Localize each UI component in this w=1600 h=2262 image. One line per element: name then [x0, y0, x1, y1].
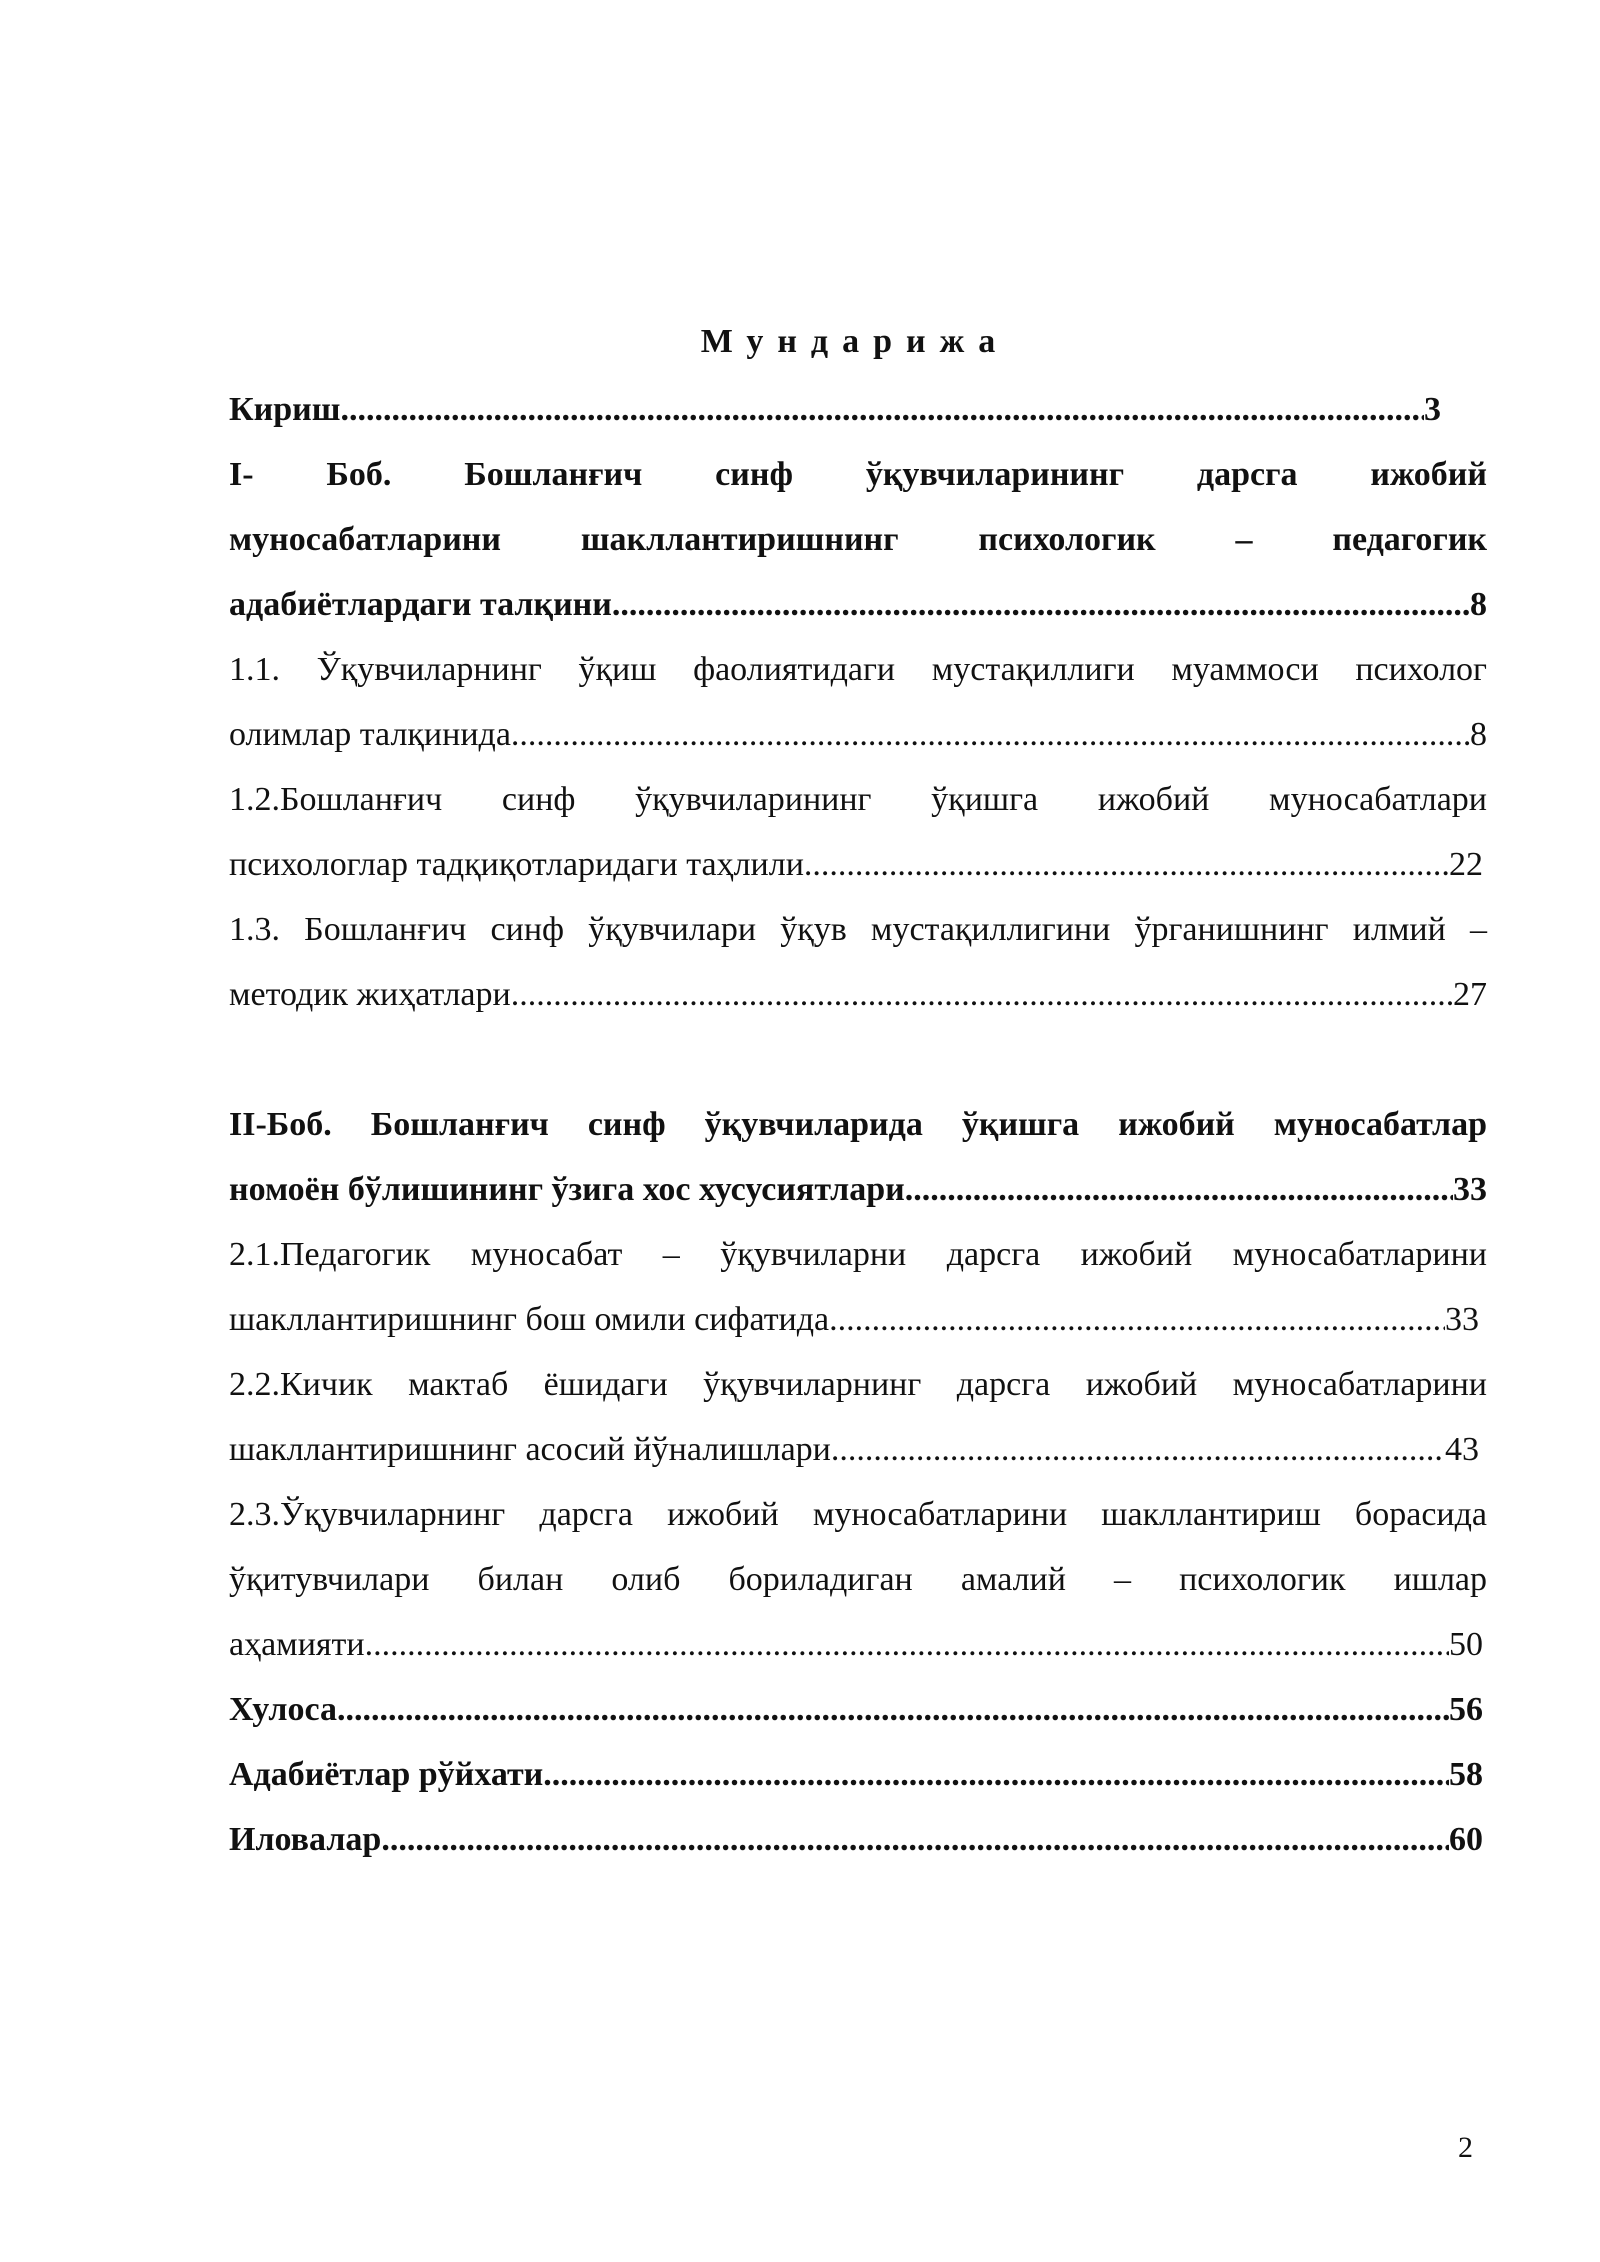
toc-section-1-1-line2[interactable]: [229, 702, 1487, 767]
toc-section-1-2-line1[interactable]: 1.2.Бошланғич синф ўқувчиларининг ўқишга ижобий муносабатлари: [229, 781, 1487, 818]
toc-page-number: 33: [1445, 1301, 1479, 1338]
toc-entry-text: Хулоса: [229, 1691, 337, 1728]
toc-entry-text: психологлар тадқиқотларидаги таҳлили: [229, 846, 804, 883]
dot-leader: [511, 702, 1470, 767]
dot-leader: [612, 572, 1470, 637]
toc-entry-text: Иловалар: [229, 1821, 382, 1858]
dot-leader: [831, 1417, 1445, 1482]
dot-leader: [511, 962, 1453, 1027]
toc-section-1-3-line2[interactable]: [229, 962, 1487, 1027]
toc-entry-text: методик жиҳатлари: [229, 976, 511, 1013]
toc-chapter1-line2[interactable]: муносабатларини шакллантиришнинг психологик – педагогик: [229, 521, 1487, 558]
toc-entry-intro[interactable]: [229, 377, 1441, 442]
toc-chapter1-line1[interactable]: I- Боб. Бошланғич синф ўқувчиларининг дарсга ижобий: [229, 456, 1487, 493]
toc-page-number: 3: [1424, 391, 1441, 428]
toc-entry-references[interactable]: [229, 1742, 1483, 1807]
toc-page-number: 43: [1445, 1431, 1479, 1468]
toc-entry-appendix[interactable]: [229, 1807, 1483, 1872]
dot-leader: [340, 377, 1424, 442]
toc-entry-text: Кириш: [229, 391, 341, 428]
toc-entry-text: номоён бўлишининг ўзига хос хусусиятлари: [229, 1171, 905, 1208]
toc-entry-text: шакллантиришнинг бош омили сифатида: [229, 1301, 830, 1338]
toc-chapter2-line1[interactable]: II-Боб. Бошланғич синф ўқувчиларида ўқишга ижобий муносабатлар: [229, 1106, 1487, 1143]
toc-page-number: 22: [1449, 846, 1483, 883]
toc-page-number: 33: [1453, 1171, 1487, 1208]
dot-leader: [905, 1157, 1453, 1222]
toc-page-number: 27: [1453, 976, 1487, 1013]
toc-entry-text: олимлар талқинида: [229, 716, 511, 753]
toc-section-2-2-line1[interactable]: 2.2.Кичик мактаб ёшидаги ўқувчиларнинг дарсга ижобий муносабатларини: [229, 1366, 1487, 1403]
toc-page-number: 60: [1449, 1821, 1483, 1858]
toc-section-1-2-line2[interactable]: [229, 832, 1483, 897]
toc-page-number: 8: [1470, 586, 1487, 623]
dot-leader: [337, 1677, 1449, 1742]
toc-chapter2-line2[interactable]: [229, 1157, 1487, 1222]
toc-entry-text: аҳамияти: [229, 1626, 365, 1663]
toc-section-2-3-line3[interactable]: [229, 1612, 1483, 1677]
toc-section-1-3-line1[interactable]: 1.3. Бошланғич синф ўқувчилари ўқув мустақиллигини ўрганишнинг илмий –: [229, 911, 1487, 948]
toc-section-2-1-line2[interactable]: [229, 1287, 1479, 1352]
toc-section-2-2-line2[interactable]: [229, 1417, 1479, 1482]
dot-leader: [365, 1612, 1449, 1677]
toc-section-1-1-line1[interactable]: 1.1. Ўқувчиларнинг ўқиш фаолиятидаги мустақиллиги муаммоси психолог: [229, 651, 1487, 688]
dot-leader: [804, 832, 1449, 897]
toc-entry-conclusion[interactable]: [229, 1677, 1483, 1742]
toc-title: Мундарижа: [700, 323, 1010, 360]
dot-leader: [381, 1807, 1449, 1872]
toc-entry-text: Адабиётлар рўйхати: [229, 1756, 544, 1793]
toc-page-number: 58: [1449, 1756, 1483, 1793]
toc-entry-text: шакллантиришнинг асосий йўналишлари: [229, 1431, 831, 1468]
dot-leader: [829, 1287, 1445, 1352]
toc-page-number: 50: [1449, 1626, 1483, 1663]
toc-chapter1-line3[interactable]: [229, 572, 1487, 637]
page-number: 2: [1458, 2131, 1473, 2164]
toc-page-number: 8: [1470, 716, 1487, 753]
toc-section-2-1-line1[interactable]: 2.1.Педагогик муносабат – ўқувчиларни дарсга ижобий муносабатларини: [229, 1236, 1487, 1273]
toc-section-2-3-line1[interactable]: 2.3.Ўқувчиларнинг дарсга ижобий муносабатларини шакллантириш борасида: [229, 1496, 1487, 1533]
toc-section-2-3-line2[interactable]: ўқитувчилари билан олиб бориладиган амалий – психологик ишлар: [229, 1561, 1487, 1598]
toc-page-number: 56: [1449, 1691, 1483, 1728]
dot-leader: [543, 1742, 1449, 1807]
toc-entry-text: адабиётлардаги талқини: [229, 586, 612, 623]
